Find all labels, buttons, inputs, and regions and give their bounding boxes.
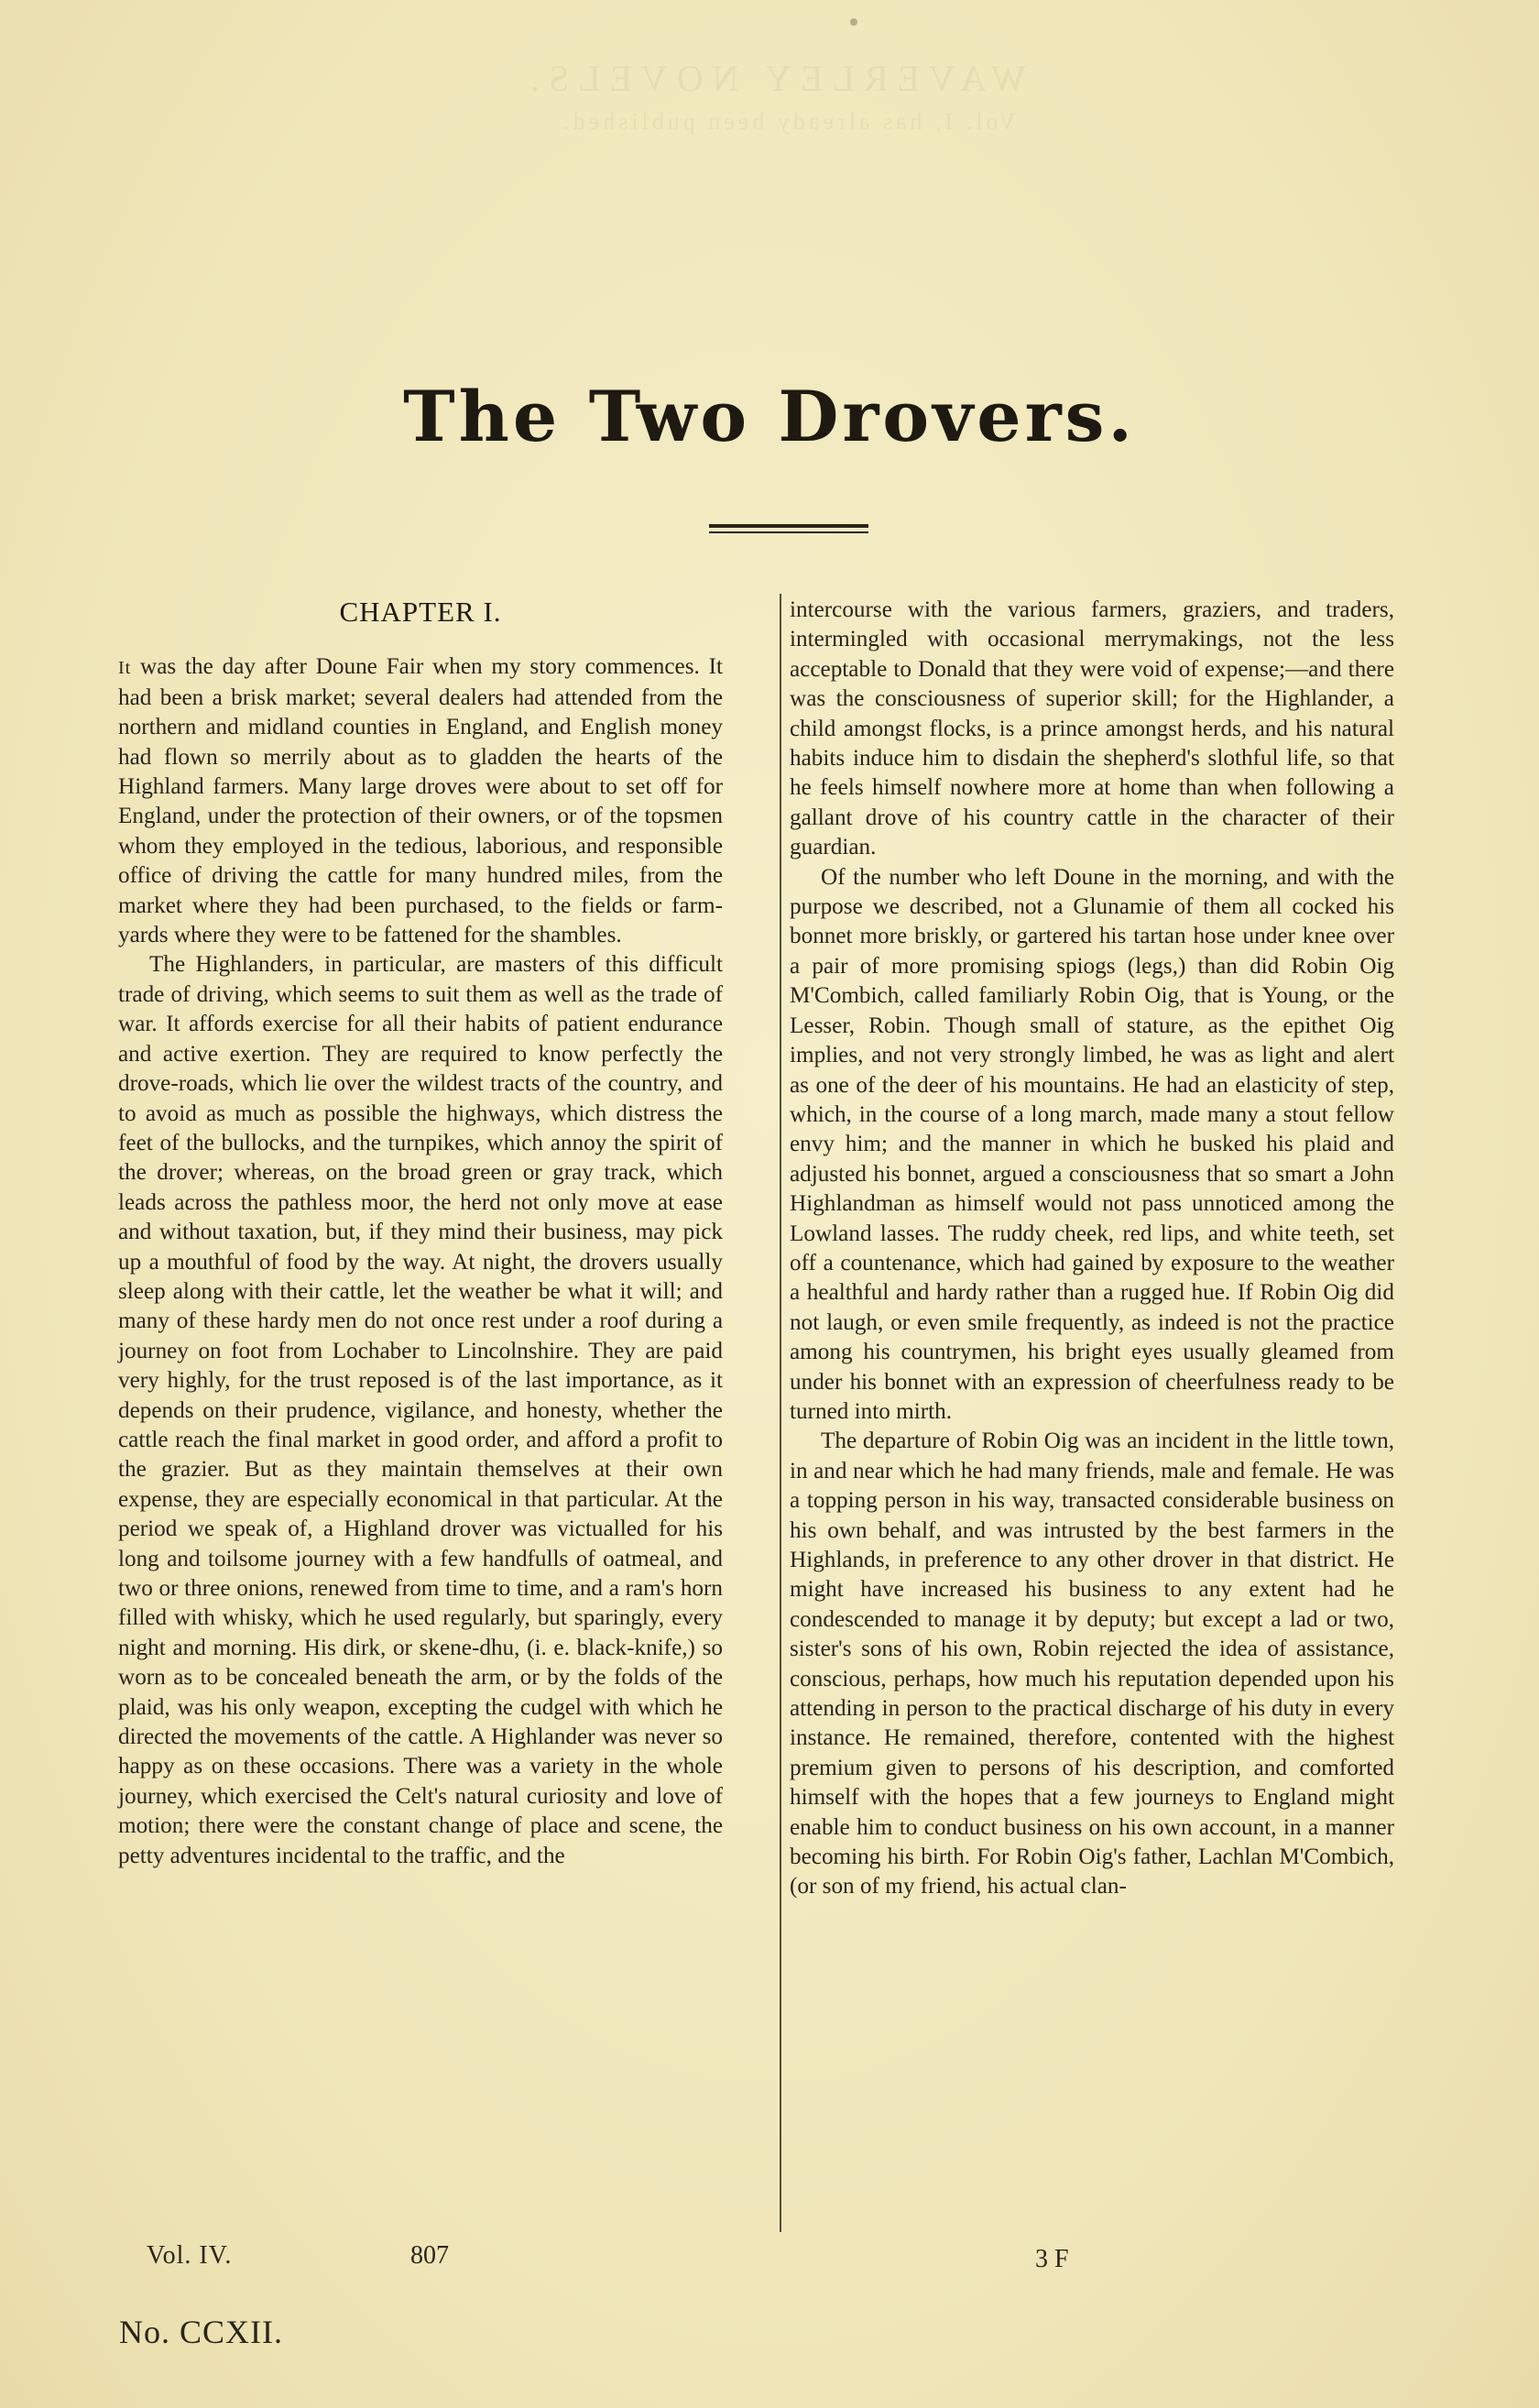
volume-label: Vol. IV. xyxy=(147,2241,233,2270)
bleed-through-heading: WAVERLEY NOVELS. xyxy=(520,58,1026,99)
title-rule-thin xyxy=(709,531,868,533)
page-number: 807 xyxy=(410,2241,449,2270)
chapter-heading: CHAPTER I. xyxy=(339,596,502,628)
paragraph xyxy=(118,652,723,950)
bleed-through-subline xyxy=(550,108,1026,136)
column-divider xyxy=(780,594,781,2232)
paragraph: The Highlanders, in particular, are masters of this difficult trade of driving, which seems to suit them as well as the trade of war. It affords exercise for all their habits of patient endurance and active exertion. They are required to know perfectly the drove-roads, which lie over the wildest tracts of the country, and to avoid as much as possible the highways, which distress the feet of the bullocks, and the turnpikes, which annoy the spirit of the drover; whereas, on the broad green or gray track, which leads across the pathless moor, the herd not only move at ease and without taxation, but, if they mind their business, may pick up a mouthful of food by the way. At night, the drovers usually sleep along with their cattle, let the weather be what it will; and many of these hardy men do not once rest under a roof during a journey on foot from Lochaber to Lincolnshire. They are paid very highly, for the trust reposed is of the last importance, as it depends on their prudence, vigilance, and honesty, whether the cattle reach the final market in good order, and afford a profit to the grazier. But as they maintain themselves at their own expense, they are especially economical in that particular. At the period we speak of, a Highland drover was victualled for his long and toilsome journey with a few handfulls of oatmeal, and two or three onions, renewed from time to time, and a ram's horn filled with whisky, which he used regularly, but sparingly, every night and morning. His dirk, or skene-dhu, (i. e. black-knife,) so worn as to be concealed beneath the arm, or by the folds of the plaid, was his only weapon, excepting the cudgel with which he directed the movements of the cattle. A Highlander was never so happy as on these occasions. There was a variety in the whole journey, which exercised the Celt's natural curiosity and love of motion; there were the constant change of place and scene, the petty adventures incidental to the traffic, and the xyxy=(118,952,723,1868)
paragraph: intercourse with the various farmers, graziers, and traders, intermingled with occasional merrymakings, not the less acceptable to Donald that they were void of expense;—and there was the consciousness of superior skill; for the Highlander, a child amongst flocks, is a prince amongst herds, and his natural habits induce him to disdain the shepherd's slothful life, so that he feels himself nowhere more at home than when following a gallant drove of his country cattle in the character of their guardian. xyxy=(790,597,1394,860)
story-title: The Two Drovers. xyxy=(403,376,1136,457)
right-column xyxy=(790,596,1394,1902)
paper-blemish xyxy=(850,18,857,26)
issue-number: No. CCXII. xyxy=(119,2314,283,2350)
paragraph: Of the number who left Doune in the morning, and with the purpose we described, not a Glunamie of them all cocked his bonnet more briskly, or gartered his tartan hose under knee over a pair of more promising spiogs (legs,) than did Robin Oig M'Combich, called familiarly Robin Oig, that is Young, or the Lesser, Robin. Though small of stature, as the epithet Oig implies, and not very strongly limbed, he was as light and alert as one of the deer of his mountains. He had an elasticity of step, which, in the course of a long march, made many a stout fellow envy him; and the manner in which he busked his plaid and adjusted his bonnet, argued a consciousness that so smart a John Highlandman as himself would not pass unnoticed among the Lowland lasses. The ruddy cheek, red lips, and white teeth, set off a countenance, which had gained by exposure to the weather a healthful and hardy rather than a rugged hue. If Robin Oig did not laugh, or even smile frequently, as indeed is not the practice among his countrymen, his bright eyes usually gleamed from under his bonnet with an expression of cheerfulness ready to be turned into mirth. xyxy=(790,864,1394,1424)
signature-mark: 3 F xyxy=(1035,2245,1069,2273)
paragraph: The departure of Robin Oig was an incident in the little town, in and near which he had many friends, male and female. He was a topping person in his way, transacted considerable business on his own behalf, and was intrusted by the best farmers in the Highlands, in preference to any other drover in that district. He might have increased his business to any extent had he condescended to manage it by deputy; but except a lad or two, sister's sons of his own, Robin rejected the idea of assistance, conscious, perhaps, how much his reputation depended upon his attending in person to the practical discharge of his duty in every instance. He remained, therefore, contented with the highest premium given to persons of his description, and comforted himself with the hopes that a few journeys to England might enable him to conduct business on his own account, in a manner becoming his birth. For Robin Oig's father, Lachlan M'Combich, (or son of my friend, his actual clan- xyxy=(790,1428,1394,1899)
title-rule-thick xyxy=(709,524,868,528)
left-column xyxy=(118,596,723,1871)
paragraph-text: was the day after Doune Fair when my story commences. It had been a brisk market; several dealers had attended from the northern and midland counties in England, and English money had flown so merrily about as to gladden the hearts of the Highland farmers. Many large droves were about to set off for England, under the protection of their owners, or of the topsmen whom they employed in the tedious, laborious, and responsible office of driving the cattle for many hundred miles, from the market where they had been purchased, to the fields or farm-yards where they were to be fattened for the shambles. xyxy=(118,654,723,948)
drop-lead-word: It xyxy=(118,658,132,679)
